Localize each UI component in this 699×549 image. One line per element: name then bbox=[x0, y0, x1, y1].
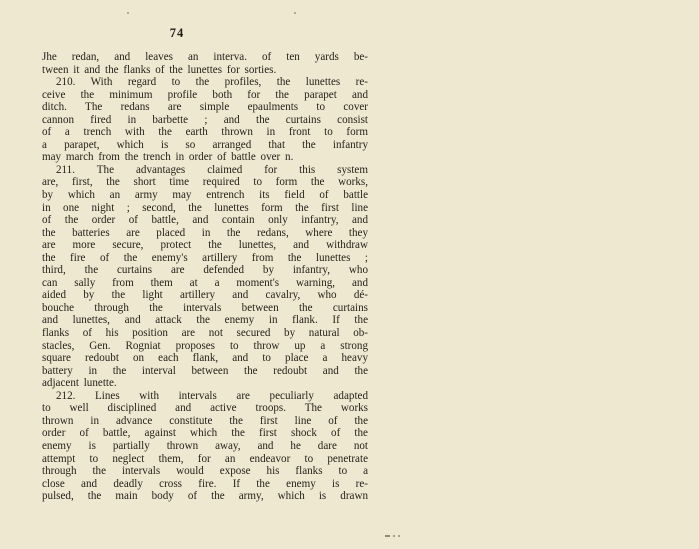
text-line: third, the curtains are defended by infantry, who bbox=[42, 264, 368, 277]
text-line: the fire of the enemy's artillery from the lunettes ; bbox=[42, 251, 368, 264]
text-line: a parapet, which is so arranged that the infantry bbox=[42, 138, 368, 151]
text-line: bouche through the intervals between the curtains bbox=[42, 301, 368, 314]
text-line: close and deadly cross fire. If the enemy is re- bbox=[42, 477, 368, 490]
text-line: order of battle, against which the first shock of the bbox=[42, 427, 368, 440]
text-line: flanks of his position are not secured by natural ob- bbox=[42, 327, 368, 340]
text-line: thrown in advance constitute the first line of the bbox=[42, 414, 368, 427]
text-line: 212. Lines with intervals are peculiarly adapted bbox=[56, 389, 368, 402]
scan-speck-icon bbox=[127, 12, 129, 14]
text-line: attempt to neglect them, for an endeavor to penetrate bbox=[42, 452, 368, 465]
text-line: of the order of battle, and contain only infantry, and bbox=[42, 214, 368, 227]
text-line: ceive the minimum profile both for the parapet and bbox=[42, 88, 368, 101]
text-line: Jhe redan, and leaves an interva. of ten yards be- bbox=[42, 51, 368, 63]
text-line: tween it and the flanks of the lunettes for sorties. bbox=[42, 63, 277, 76]
text-line: stacles, Gen. Rogniat proposes to throw up a strong bbox=[42, 339, 368, 352]
scan-dot-icon bbox=[398, 535, 400, 537]
text-line: cannon fired in barbette ; and the curtains consist bbox=[42, 113, 368, 126]
text-line: to well disciplined and active troops. The works bbox=[42, 402, 368, 415]
text-line: aided by the light artillery and cavalry, who dé- bbox=[42, 289, 368, 302]
text-line: by which an army may entrench its field of battle bbox=[42, 189, 368, 202]
text-line: may march from the trench in order of battle over n. bbox=[42, 151, 294, 164]
page-number: 74 bbox=[169, 26, 185, 40]
text-line: enemy is partially thrown away, and he dare not bbox=[42, 439, 368, 452]
text-line: of a trench with the earth thrown in front to form bbox=[42, 126, 368, 139]
scan-dash-icon bbox=[385, 535, 390, 537]
text-line: 210. With regard to the profiles, the lunettes re- bbox=[56, 76, 368, 89]
text-line: are more secure, protect the lunettes, and withdraw bbox=[42, 239, 368, 252]
text-line: the batteries are placed in the redans, where they bbox=[42, 226, 368, 239]
text-line: in one night ; second, the lunettes form the first line bbox=[42, 201, 368, 214]
text-line: square redoubt on each flank, and to place a heavy bbox=[42, 352, 368, 365]
text-line: pulsed, the main body of the army, which is drawn bbox=[42, 490, 368, 503]
text-line: battery in the interval between the redoubt and the bbox=[42, 364, 368, 377]
scan-artifact-marks bbox=[385, 535, 400, 537]
text-line: ditch. The redans are simple epaulments to cover bbox=[42, 101, 368, 114]
text-line: adjacent lunette. bbox=[42, 377, 117, 390]
scan-dot-icon bbox=[393, 535, 395, 537]
text-line: through the intervals would expose his flanks to a bbox=[42, 465, 368, 478]
body-text-block bbox=[42, 51, 368, 503]
text-line: 211. The advantages claimed for this system bbox=[56, 163, 368, 176]
text-line: can sally from them at a moment's warning, and bbox=[42, 276, 368, 289]
text-line: and lunettes, and attack the enemy in flank. If the bbox=[42, 314, 368, 327]
text-line: are, first, the short time required to form the works, bbox=[42, 176, 368, 189]
scan-speck-icon bbox=[294, 12, 296, 14]
